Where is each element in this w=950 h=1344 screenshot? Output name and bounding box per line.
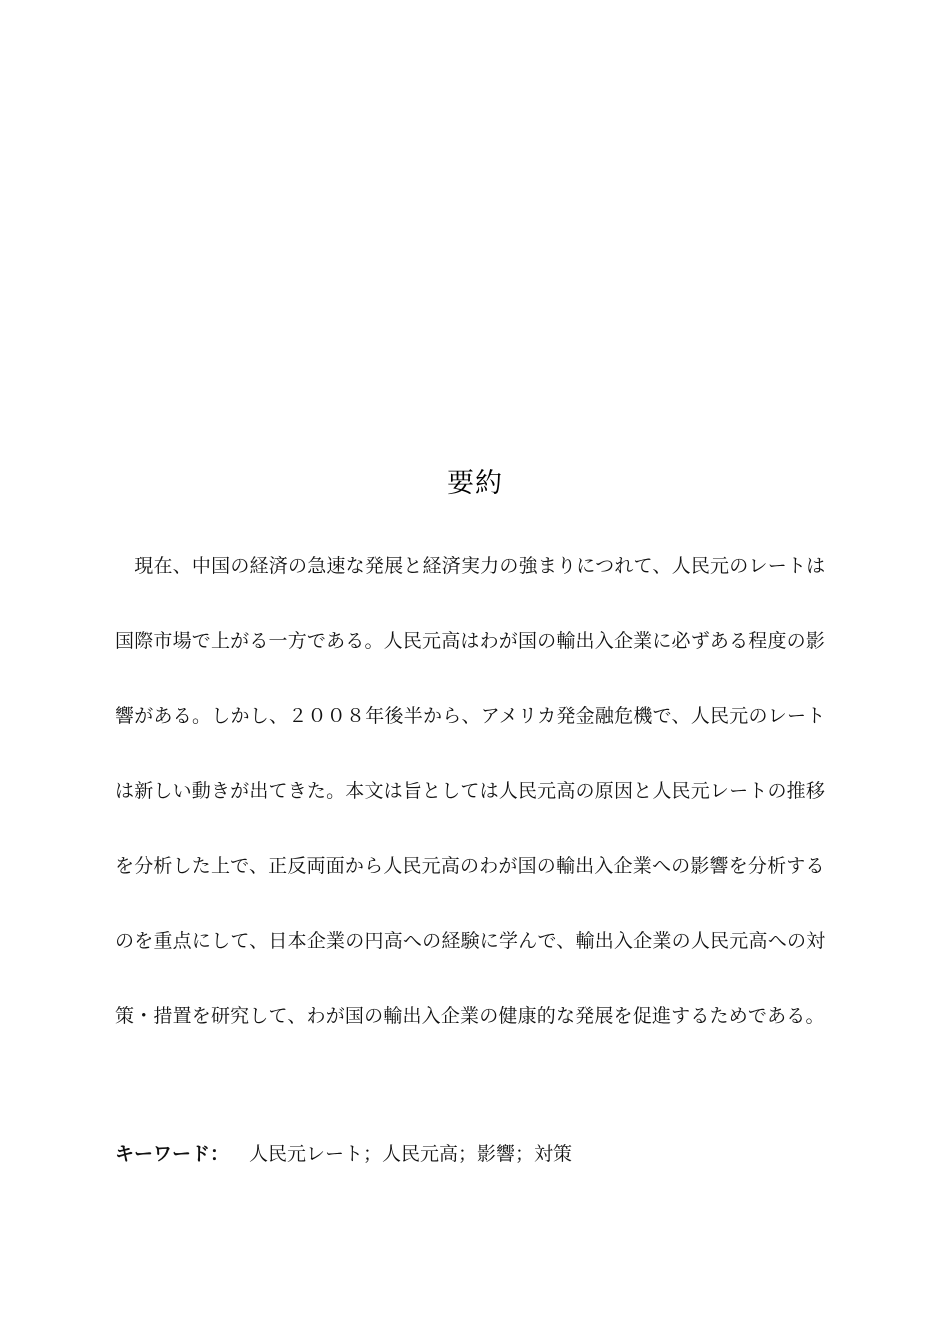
- abstract-line: を分析した上で、正反両面から人民元高のわが国の輸出入企業への影響を分析する: [115, 855, 825, 877]
- abstract-line: 現在、中国の経済の急速な発展と経済実力の強まりにつれて、人民元のレートは: [115, 555, 826, 577]
- keywords-section: [115, 1134, 572, 1174]
- abstract-body: [115, 546, 825, 1071]
- abstract-line: 国際市場で上がる一方である。人民元高はわが国の輸出入企業に必ずある程度の影: [115, 630, 826, 652]
- abstract-line: は新しい動きが出てきた。本文は旨としては人民元高の原因と人民元レートの推移: [115, 780, 826, 802]
- keywords-list: 人民元レート；人民元高；影響；対策: [249, 1143, 573, 1165]
- abstract-line: 響がある。しかし、２００８年後半から、アメリカ発金融危機で、人民元のレート: [115, 705, 826, 727]
- abstract-line: 策・措置を研究して、わが国の輸出入企業の健康的な発展を促進するためである。: [115, 1005, 825, 1027]
- keywords-label: キーワード：: [115, 1143, 230, 1165]
- abstract-line: のを重点にして、日本企業の円高への経験に学んで、輸出入企業の人民元高への対: [115, 930, 826, 952]
- page-title: 要約: [447, 468, 503, 499]
